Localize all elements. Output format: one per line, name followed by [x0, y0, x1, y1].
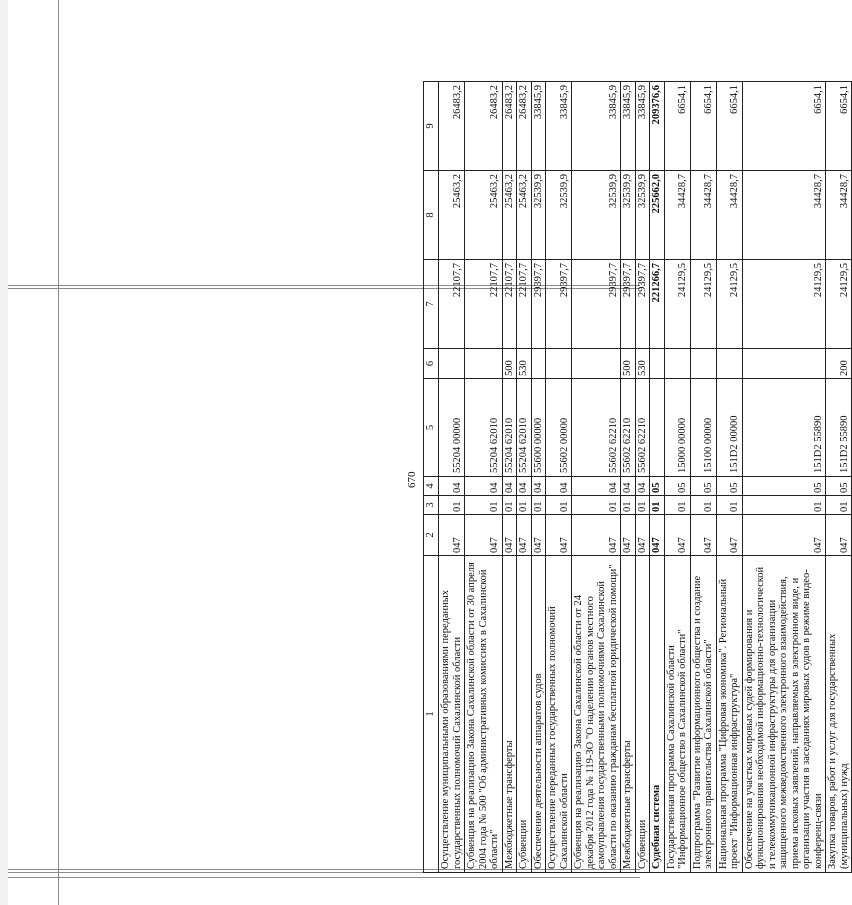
subsection-code: 04 [465, 477, 503, 496]
grbs-code: 047 [531, 515, 546, 556]
expense-type-code [664, 349, 690, 379]
expense-type-code: 500 [621, 349, 636, 379]
table-row [439, 82, 465, 873]
section-code: 01 [465, 496, 503, 515]
amount-col7: 22107,7 [439, 260, 465, 349]
expense-type-code: 500 [502, 349, 517, 379]
amount-col7: 24129,5 [664, 260, 690, 349]
target-article-code: 55204 62010 [517, 379, 532, 477]
expense-type-code: 530 [635, 349, 650, 379]
target-article-code: 151D2 55890 [742, 379, 826, 477]
amount-col7: 24129,5 [826, 260, 852, 349]
row-name: Осуществление переданных государственных полномочий Сахалинской области [546, 556, 572, 873]
section-code: 01 [621, 496, 636, 515]
amount-col9: 6654,1 [716, 82, 742, 171]
amount-col9: 209376,6 [650, 82, 665, 171]
column-number: 3 [424, 496, 439, 515]
amount-col9: 6654,1 [664, 82, 690, 171]
section-code: 01 [502, 496, 517, 515]
expense-type-code [742, 349, 826, 379]
table-row [465, 82, 503, 873]
amount-col7: 24129,5 [742, 260, 826, 349]
row-name: Межбюджетные трансферты [621, 556, 636, 873]
grbs-code: 047 [546, 515, 572, 556]
amount-col7: 221266,7 [650, 260, 665, 349]
table-row [826, 82, 852, 873]
row-name: Подпрограмма "Развитие информационного общества и создание электронного правительства Сахалинской области" [690, 556, 716, 873]
grbs-code: 047 [572, 515, 621, 556]
column-number: 1 [424, 556, 439, 873]
amount-col7: 29397,7 [572, 260, 621, 349]
amount-col9: 26483,2 [439, 82, 465, 171]
expense-type-code [690, 349, 716, 379]
expense-type-code [465, 349, 503, 379]
section-code: 01 [650, 496, 665, 515]
amount-col8: 34428,7 [690, 171, 716, 260]
expense-type-code [650, 349, 665, 379]
amount-col7: 22107,7 [517, 260, 532, 349]
amount-col8: 32539,9 [635, 171, 650, 260]
amount-col9: 26483,2 [517, 82, 532, 171]
row-name: Государственная программа Сахалинской области "Информационное общество в Сахалинской области" [664, 556, 690, 873]
row-name: Национальная программа "Цифровая экономика". Региональный проект "Информационная инфраструктура" [716, 556, 742, 873]
target-article-code: 15000 00000 [664, 379, 690, 477]
amount-col8: 32539,9 [572, 171, 621, 260]
row-name: Субвенции [517, 556, 532, 873]
subsection-code: 05 [650, 477, 665, 496]
page-number: 670 [406, 471, 418, 488]
row-name: Закупка товаров, работ и услуг для государственных (муниципальных) нужд [826, 556, 852, 873]
row-name: Осуществление муниципальными образованиями переданных государственных полномочий Сахалинской области [439, 556, 465, 873]
section-code: 01 [742, 496, 826, 515]
subsection-code: 04 [439, 477, 465, 496]
amount-col8: 225662,0 [650, 171, 665, 260]
column-number: 9 [424, 82, 439, 171]
amount-col8: 25463,2 [439, 171, 465, 260]
amount-col8: 34428,7 [716, 171, 742, 260]
target-article-code: 15100 00000 [690, 379, 716, 477]
table-row [621, 82, 636, 873]
budget-table [423, 81, 852, 873]
grbs-code: 047 [664, 515, 690, 556]
amount-col7: 24129,5 [690, 260, 716, 349]
table-row [664, 82, 690, 873]
amount-col9: 6654,1 [742, 82, 826, 171]
row-name: Субвенции [635, 556, 650, 873]
subsection-code: 04 [635, 477, 650, 496]
amount-col8: 34428,7 [742, 171, 826, 260]
amount-col8: 34428,7 [826, 171, 852, 260]
target-article-code: 55602 62210 [572, 379, 621, 477]
row-name: Субвенция на реализацию Закона Сахалинской области от 24 декабря 2012 года № 119-ЗО "О наделении органов местного самоуправления государственными полномочиями Сахалинской области по оказанию гражданам бесплатной юридической помощи" [572, 556, 621, 873]
row-name: Субвенция на реализацию Закона Сахалинской области от 30 апреля 2004 года № 500 "Об административных комиссиях в Сахалинской области" [465, 556, 503, 873]
expense-type-code [572, 349, 621, 379]
target-article-code: 55602 62210 [635, 379, 650, 477]
grbs-code: 047 [502, 515, 517, 556]
grbs-code: 047 [635, 515, 650, 556]
amount-col9: 33845,9 [621, 82, 636, 171]
expense-type-code: 530 [517, 349, 532, 379]
expense-type-code [439, 349, 465, 379]
target-article-code: 55204 62010 [465, 379, 503, 477]
subsection-code: 05 [826, 477, 852, 496]
amount-col7: 29397,7 [531, 260, 546, 349]
amount-col8: 34428,7 [664, 171, 690, 260]
amount-col8: 32539,9 [546, 171, 572, 260]
amount-col9: 33845,9 [572, 82, 621, 171]
subsection-code: 05 [664, 477, 690, 496]
amount-col7: 24129,5 [716, 260, 742, 349]
row-name: Судебная система [650, 556, 665, 873]
table-row [690, 82, 716, 873]
amount-col9: 33845,9 [531, 82, 546, 171]
table-row [546, 82, 572, 873]
amount-col8: 25463,2 [465, 171, 503, 260]
grbs-code: 047 [621, 515, 636, 556]
subsection-code: 04 [517, 477, 532, 496]
section-code: 01 [531, 496, 546, 515]
section-code: 01 [826, 496, 852, 515]
column-number: 8 [424, 171, 439, 260]
section-code: 01 [572, 496, 621, 515]
section-code: 01 [439, 496, 465, 515]
column-number: 2 [424, 515, 439, 556]
grbs-code: 047 [517, 515, 532, 556]
target-article-code: 151D2 00000 [716, 379, 742, 477]
amount-col8: 32539,9 [621, 171, 636, 260]
table-row [650, 82, 665, 873]
grbs-code: 047 [465, 515, 503, 556]
table-row [517, 82, 532, 873]
target-article-code: 151D2 55890 [826, 379, 852, 477]
amount-col9: 6654,1 [826, 82, 852, 171]
row-name: Обеспечение деятельности аппаратов судов [531, 556, 546, 873]
table-row [531, 82, 546, 873]
table-row [716, 82, 742, 873]
subsection-code: 05 [690, 477, 716, 496]
target-article-code: 55204 00000 [439, 379, 465, 477]
amount-col7: 29397,7 [621, 260, 636, 349]
column-number: 4 [424, 477, 439, 496]
expense-type-code: 200 [826, 349, 852, 379]
amount-col9: 26483,2 [502, 82, 517, 171]
grbs-code: 047 [439, 515, 465, 556]
amount-col7: 29397,7 [546, 260, 572, 349]
target-article-code: 55602 62210 [621, 379, 636, 477]
amount-col8: 25463,2 [517, 171, 532, 260]
grbs-code: 047 [690, 515, 716, 556]
amount-col9: 33845,9 [546, 82, 572, 171]
column-number: 7 [424, 260, 439, 349]
grbs-code: 047 [742, 515, 826, 556]
amount-col9: 6654,1 [690, 82, 716, 171]
table-row [572, 82, 621, 873]
target-article-code [650, 379, 665, 477]
table-row [502, 82, 517, 873]
amount-col7: 22107,7 [502, 260, 517, 349]
column-number: 5 [424, 379, 439, 477]
row-name: Межбюджетные трансферты [502, 556, 517, 873]
table-row [635, 82, 650, 873]
grbs-code: 047 [826, 515, 852, 556]
row-name: Обеспечение на участках мировых судей формирования и функционирования необходимой информационно-технологической и телекоммуникационной инфраструктуры для организации защищенного межведомственного электронного взаимодействия, приема исковых заявлений, направляемых в электронном виде, и организации участия в заседаниях мировых судов в режиме видео-конференц-связи [742, 556, 826, 873]
subsection-code: 04 [572, 477, 621, 496]
grbs-code: 047 [716, 515, 742, 556]
table-header-row [424, 82, 439, 873]
section-code: 01 [690, 496, 716, 515]
subsection-code: 04 [502, 477, 517, 496]
section-code: 01 [716, 496, 742, 515]
table-row [742, 82, 826, 873]
amount-col8: 25463,2 [502, 171, 517, 260]
subsection-code: 04 [531, 477, 546, 496]
target-article-code: 55600 00000 [531, 379, 546, 477]
subsection-code: 04 [621, 477, 636, 496]
expense-type-code [546, 349, 572, 379]
amount-col8: 32539,9 [531, 171, 546, 260]
expense-type-code [531, 349, 546, 379]
subsection-code: 05 [716, 477, 742, 496]
target-article-code: 55602 00000 [546, 379, 572, 477]
target-article-code: 55204 62010 [502, 379, 517, 477]
subsection-code: 04 [546, 477, 572, 496]
subsection-code: 05 [742, 477, 826, 496]
section-code: 01 [635, 496, 650, 515]
amount-col9: 26483,2 [465, 82, 503, 171]
section-code: 01 [517, 496, 532, 515]
amount-col7: 22107,7 [465, 260, 503, 349]
section-code: 01 [546, 496, 572, 515]
section-code: 01 [664, 496, 690, 515]
grbs-code: 047 [650, 515, 665, 556]
column-number: 6 [424, 349, 439, 379]
expense-type-code [716, 349, 742, 379]
amount-col9: 33845,9 [635, 82, 650, 171]
amount-col7: 29397,7 [635, 260, 650, 349]
